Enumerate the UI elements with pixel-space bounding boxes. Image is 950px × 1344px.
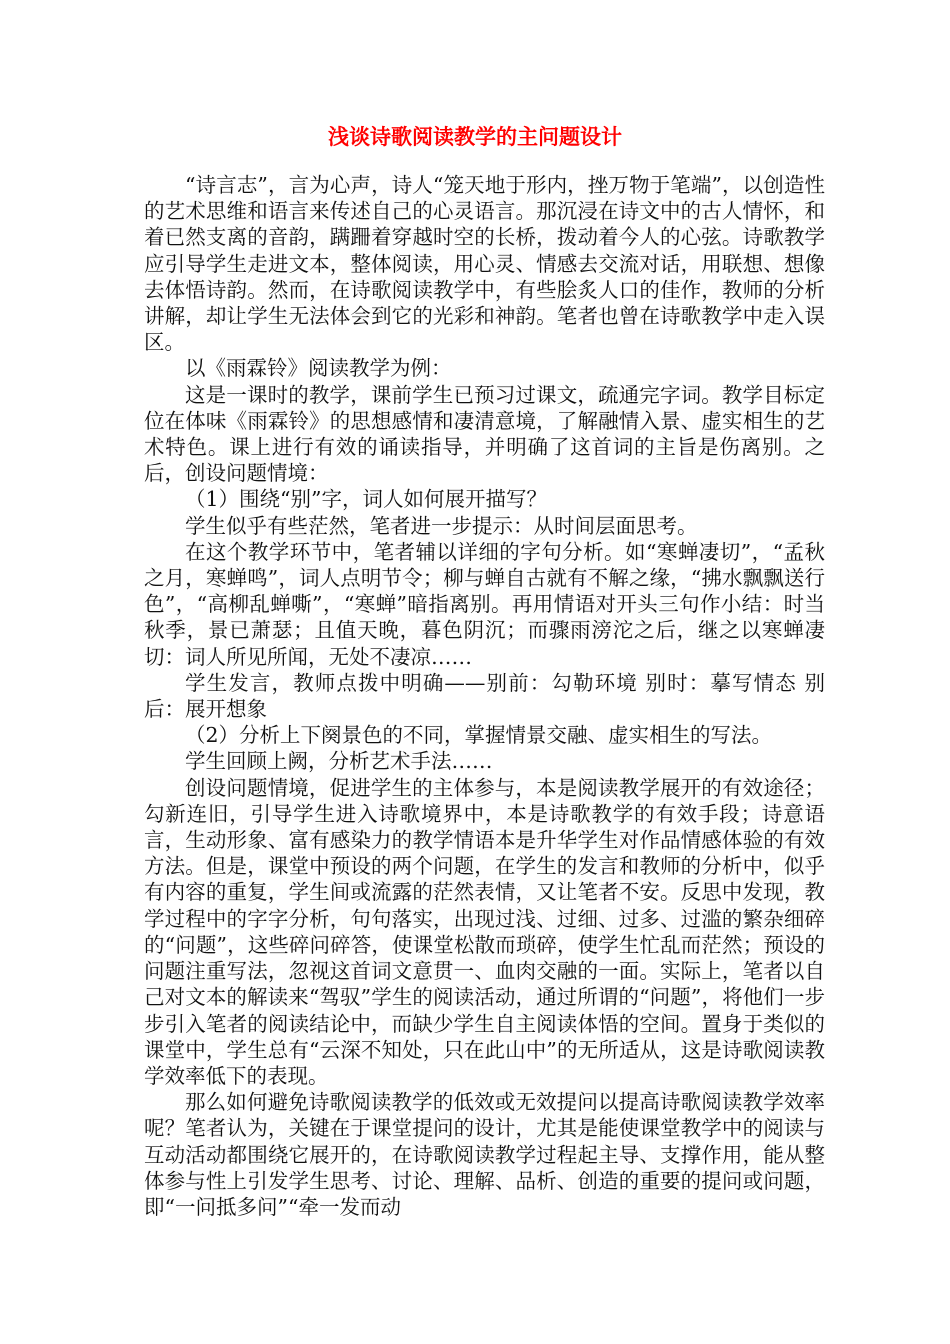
paragraph-question-1: （1）围绕“别”字，词人如何展开描写？: [185, 487, 548, 512]
paragraph-student-speech: 学生发言，教师点拨中明确——别前：勾勒环境 别时：摹写情态 别后：展开想象: [144, 670, 825, 722]
paragraph-question-2: （2）分析上下阕景色的不同，掌握情景交融、虚实相生的写法。: [185, 723, 773, 748]
document-title: 浅谈诗歌阅读教学的主问题设计: [328, 124, 622, 149]
paragraph-hint: 学生似乎有些茫然，笔者进一步提示：从时间层面思考。: [185, 513, 698, 538]
document-body: [144, 172, 825, 1220]
paragraph-analysis: 在这个教学环节中，笔者辅以详细的字句分析。如“寒蝉凄切”，“孟秋之月，寒蝉鸣”，词人点明节令；柳与蝉自古就有不解之缘，“拂水飘飘送行色”，“高柳乱蝉嘶”，“寒蝉”暗指离别。再用情语对开头三句作小结：时当秋季，景已萧瑟；且值天晚，暮色阴沉；而骤雨滂沱之后，继之以寒蝉凄切：词人所见所闻，无处不凄凉……: [144, 539, 825, 669]
paragraph-conclusion: 那么如何避免诗歌阅读教学的低效或无效提问以提高诗歌阅读教学效率呢？笔者认为，关键在于课堂提问的设计，尤其是能使课堂教学中的阅读与互动活动都围绕它展开的，在诗歌阅读教学过程起主导、支撑作用，能从整体参与性上引发学生思考、讨论、理解、品析、创造的重要的提问或问题，即“一问抵多问”“牵一发而动: [144, 1090, 825, 1219]
paragraph-reflection: 创设问题情境，促进学生的主体参与，本是阅读教学展开的有效途径；勾新连旧，引导学生进入诗歌境界中，本是诗歌教学的有效手段；诗意语言，生动形象、富有感染力的教学情语本是升华学生对作品情感体验的有效方法。但是，课堂中预设的两个问题，在学生的发言和教师的分析中，似乎有内容的重复，学生间或流露的茫然表情，又让笔者不安。反思中发现，教学过程中的字字分析，句句落实，出现过浅、过细、过多、过滥的繁杂细碎的“问题”，这些碎问碎答，使课堂松散而琐碎，使学生忙乱而茫然；预设的问题注重写法，忽视这首词文意贯一、血肉交融的一面。实际上，笔者以自己对文本的解读来“驾驭”学生的阅读活动，通过所谓的“问题”，将他们一步步引入笔者的阅读结论中，而缺少学生自主阅读体悟的空间。置身于类似的课堂中，学生总有“云深不知处，只在此山中”的无所适从，这是诗歌阅读教学效率低下的表现。: [144, 775, 825, 1088]
paragraph-intro: “诗言志”，言为心声，诗人“笼天地于形内，挫万物于笔端”，以创造性的艺术思维和语言来传述自己的心灵语言。那沉浸在诗文中的古人情怀，和着已然支离的音韵，蹒跚着穿越时空的长桥，拨动着今人的心弦。诗歌教学应引导学生走进文本，整体阅读，用心灵、情感去交流对话，用联想、想像去体悟诗韵。然而，在诗歌阅读教学中，有些脍炙人口的佳作，教师的分析讲解，却让学生无法体会到它的光彩和神韵。笔者也曾在诗歌教学中走入误区。: [144, 173, 825, 355]
paragraph-review: 学生回顾上阙，分析艺术手法……: [185, 749, 493, 774]
paragraph-example: 以《雨霖铃》阅读教学为例：: [185, 356, 452, 381]
paragraph-lesson: 这是一课时的教学，课前学生已预习过课文，疏通完字词。教学目标定位在体味《雨霖铃》的思想感情和凄清意境，了解融情入景、虚实相生的艺术特色。课上进行有效的诵读指导，并明确了这首词的主旨是伤离别。之后，创设问题情境：: [144, 382, 825, 486]
